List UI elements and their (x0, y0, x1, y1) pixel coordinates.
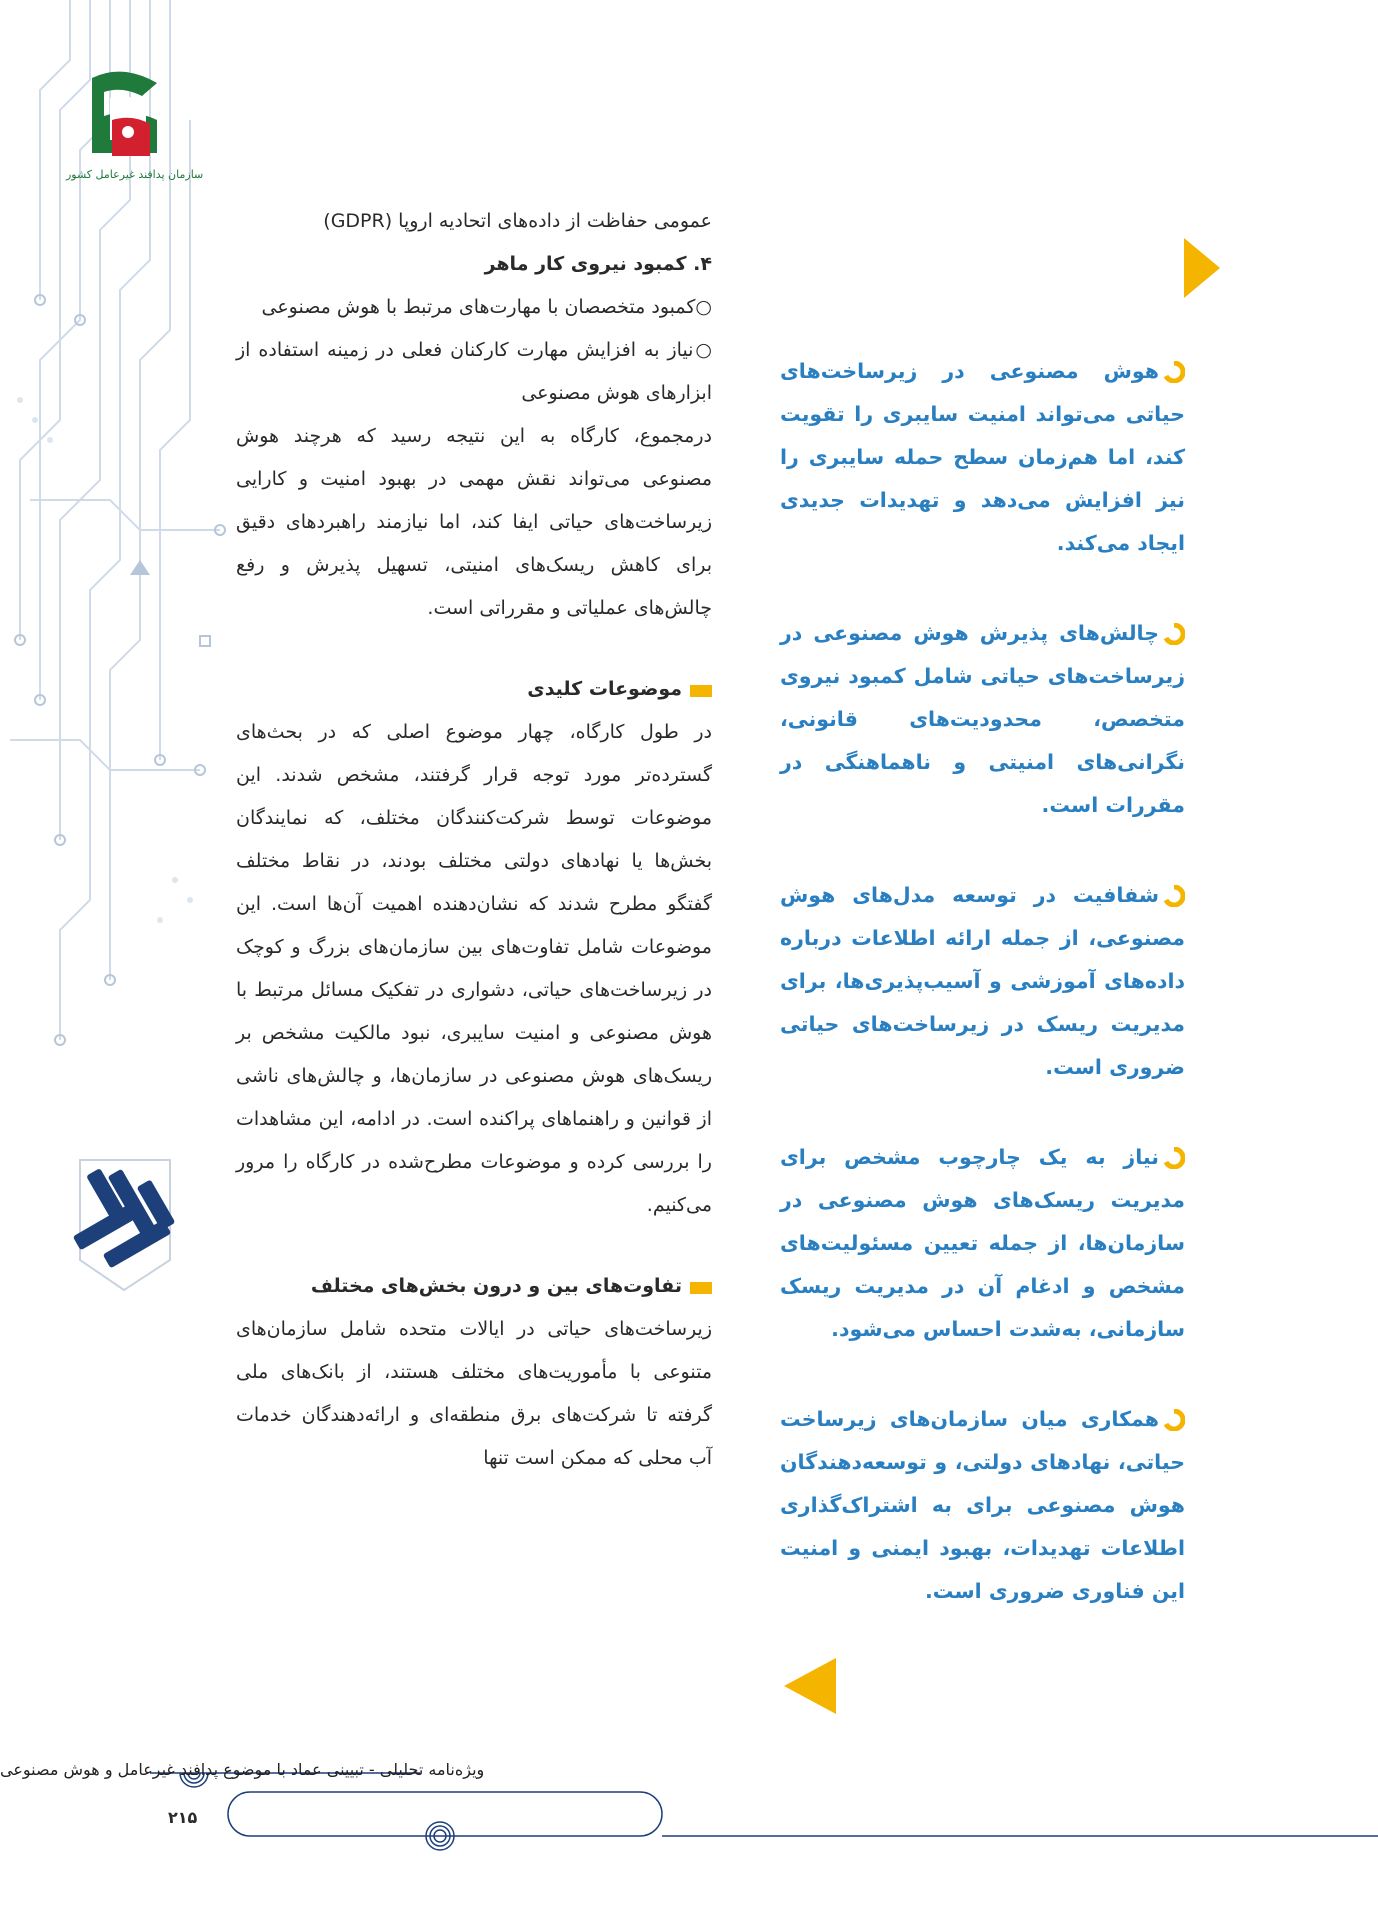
section-heading-sector-differences: تفاوت‌های بین و درون بخش‌های مختلف (236, 1265, 712, 1308)
heading-bar-icon (690, 1282, 712, 1294)
bullet-icon (1163, 1147, 1185, 1169)
bullet-icon (1163, 623, 1185, 645)
org-logo-icon (62, 68, 182, 168)
highlight-item: نیاز به یک چارچوب مشخص برای مدیریت ریسک‌های هوش مصنوعی در سازمان‌ها، از جمله تعیین مسئولیت‌های مشخص و ادغام آن در مدیریت ریسک سازمانی، به‌شدت احساس می‌شود. (780, 1145, 1185, 1341)
highlight-item: هوش مصنوعی در زیرساخت‌های حیاتی می‌تواند امنیت سایبری را تقویت کند، اما هم‌زمان سطح حمله سایبری را نیز افزایش می‌دهد و تهدیدات جدیدی ایجاد می‌کند. (780, 359, 1185, 555)
section-heading-key-topics: موضوعات کلیدی (236, 668, 712, 711)
yellow-triangle-icon (1182, 236, 1222, 300)
main-paragraph-summary: درمجموع، کارگاه به این نتیجه رسید که هرچند هوش مصنوعی می‌تواند نقش مهمی در بهبود امنیت و کارایی زیرساخت‌های حیاتی ایفا کند، اما نیازمند راهبردهای دقیق برای کاهش ریسک‌های امنیتی، تسهیل پذیرش و رفع چالش‌های عملیاتی و مقرراتی است. (236, 425, 712, 619)
footer-title: ویژه‌نامه تحلیلی - تبیینی عماد با موضوع پدافند غیرعامل و هوش مصنوعی (0, 1760, 485, 1779)
main-paragraph-gdpr: عمومی حفاظت از داده‌های اتحادیه اروپا (GDPR) (323, 210, 712, 232)
numbered-heading-skilled-workforce: ۴. کمبود نیروی کار ماهر (484, 253, 712, 275)
emad-logo-icon (62, 1140, 182, 1300)
heading-bar-icon (690, 685, 712, 697)
org-brand: سازمان پدافند غیرعامل کشور (66, 168, 204, 181)
list-item-upskilling: ○نیاز به افزایش مهارت کارکنان فعلی در زمینه استفاده از ابزارهای هوش مصنوعی (236, 339, 712, 404)
bullet-icon (1163, 1409, 1185, 1431)
main-column (236, 200, 712, 1480)
org-logo (62, 68, 204, 183)
emad-logo (62, 1140, 182, 1300)
main-paragraph-topics: در طول کارگاه، چهار موضوع اصلی که در بحث‌های گسترده‌تر مورد توجه قرار گرفتند، مشخص شدند. این موضوعات توسط شرکت‌کنندگان مختلف، که نمایندگان بخش‌ها یا نهادهای دولتی مختلف بودند، در نقاط مختلف گفتگو مطرح شدند که نشان‌دهنده اهمیت آن‌ها است. این موضوعات شامل تفاوت‌های بین سازمان‌های بزرگ و کوچک در زیرساخت‌های حیاتی، دشواری در تفکیک مسائل مرتبط با هوش مصنوعی و امنیت سایبری، نبود مالکیت مشخص بر ریسک‌های هوش مصنوعی در سازمان‌ها، و چالش‌های ناشی از قوانین و راهنماهای پراکنده است. در ادامه، این مشاهدات را بررسی کرده و موضوعات مطرح‌شده در کارگاه را مرور می‌کنیم. (236, 721, 712, 1216)
highlights-column (780, 350, 1185, 1660)
list-item-specialists: ○کمبود متخصصان با مهارت‌های مرتبط با هوش مصنوعی (261, 296, 712, 318)
highlight-item: شفافیت در توسعه مدل‌های هوش مصنوعی، از جمله ارائه اطلاعات درباره داده‌های آموزشی و آسیب‌پذیری‌ها، برای مدیریت ریسک در زیرساخت‌های حیاتی ضروری است. (780, 883, 1185, 1079)
main-paragraph-infrastructure: زیرساخت‌های حیاتی در ایالات متحده شامل سازمان‌های متنوعی با مأموریت‌های مختلف هستند، از بانک‌های ملی گرفته تا شرکت‌های برق منطقه‌ای و ارائه‌دهندگان خدمات آب محلی که ممکن است تنها (236, 1318, 712, 1469)
yellow-triangle-icon (782, 1656, 838, 1716)
page-number: ۲۱۵ (168, 1808, 198, 1827)
bullet-icon (1163, 885, 1185, 907)
highlight-item: چالش‌های پذیرش هوش مصنوعی در زیرساخت‌های حیاتی شامل کمبود نیروی متخصص، محدودیت‌های قانونی، نگرانی‌های امنیتی و ناهماهنگی در مقررات است. (780, 621, 1185, 817)
highlight-item: همکاری میان سازمان‌های زیرساخت حیاتی، نهادهای دولتی، و توسعه‌دهندگان هوش مصنوعی برای به اشتراک‌گذاری اطلاعات تهدیدات، بهبود ایمنی و امنیت این فناوری ضروری است. (780, 1407, 1185, 1603)
bullet-icon (1163, 361, 1185, 383)
